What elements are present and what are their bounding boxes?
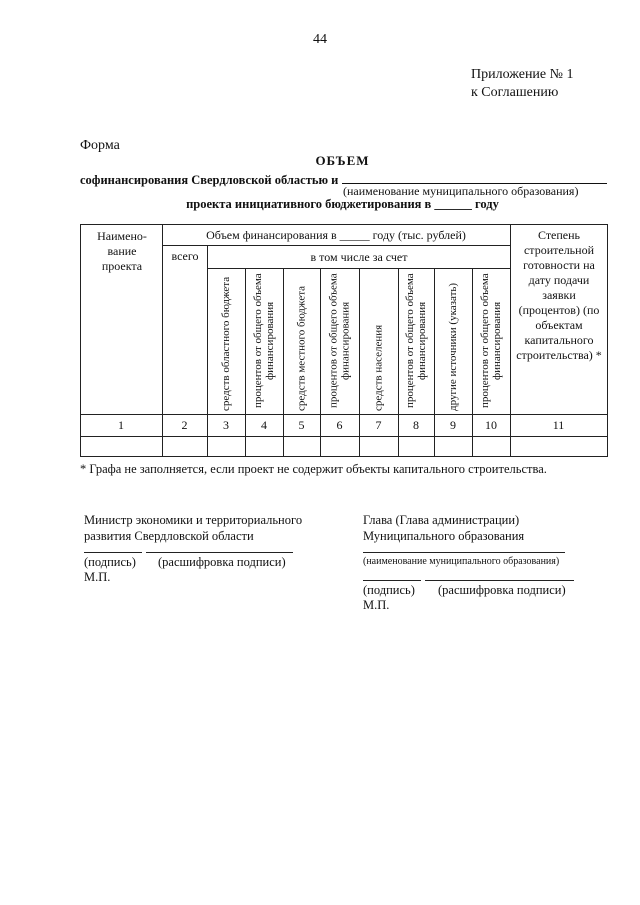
right-transcript-line <box>425 580 574 581</box>
right-transcript-label: (расшифровка подписи) <box>438 583 566 597</box>
header-local-budget: средств местного бюджета <box>295 285 308 411</box>
column-number: 10 <box>485 418 497 432</box>
header-local-percent: процентов от общего объема финансирования <box>327 273 352 409</box>
header-other-percent: процентов от общего объема финансирования <box>479 273 503 409</box>
column-number: 11 <box>552 418 565 432</box>
header-project-name: Наимено-вание проекта <box>97 229 147 273</box>
form-label: Форма <box>80 138 120 153</box>
subtitle-line-2: проекта инициативного бюджетирования в ______ году <box>186 197 499 211</box>
right-title-line-1: Глава (Глава администрации) <box>363 513 520 527</box>
subtitle-text: софинансирования Свердловской областью и <box>80 173 339 187</box>
table-line-header-bottom <box>80 414 608 415</box>
header-regional-budget: средств областного бюджета <box>220 276 232 411</box>
appendix-reference <box>471 66 574 102</box>
left-transcript-label: (расшифровка подписи) <box>158 555 286 569</box>
column-number: 1 <box>118 418 124 432</box>
column-number: 9 <box>450 418 456 432</box>
left-signature-label: (подпись) <box>84 555 136 569</box>
municipality-blank <box>342 171 607 184</box>
appendix-line-1: Приложение № 1 <box>471 67 574 82</box>
header-total: всего <box>171 249 199 263</box>
right-signature-line <box>363 580 421 581</box>
financing-table <box>80 224 608 457</box>
column-number: 4 <box>261 418 267 432</box>
header-including: в том числе за счет <box>310 250 408 264</box>
table-border-right <box>607 224 608 457</box>
column-number: 5 <box>298 418 305 432</box>
column-number: 7 <box>375 418 382 432</box>
footnote: * Графа не заполняется, если проект не содержит объекты капитального строительства. <box>80 462 547 476</box>
column-number: 3 <box>223 418 229 432</box>
right-municipality-line <box>363 552 565 553</box>
right-municipality-hint: (наименование муниципального образования) <box>363 556 560 567</box>
left-transcript-line <box>146 552 293 553</box>
appendix-line-2: к Соглашению <box>471 85 559 100</box>
left-seal: М.П. <box>84 570 111 584</box>
header-readiness: Степень строительной готовности на дату подачи заявки (процентов) (по объектам капитального строительства) * <box>516 228 602 362</box>
right-signature-label: (подпись) <box>363 583 415 597</box>
right-signatory-title <box>363 512 524 544</box>
right-seal: М.П. <box>363 598 390 612</box>
subtitle-hint: (наименование муниципального образования) <box>343 184 579 198</box>
document-title: ОБЪЕМ <box>315 153 370 168</box>
header-population-funds: средств населения <box>372 324 385 411</box>
column-number: 8 <box>413 418 419 432</box>
table-border-bottom <box>80 456 608 457</box>
header-other-sources: другие источники (указать) <box>447 282 459 411</box>
header-population-percent: процентов от общего объема финансирования <box>404 273 428 409</box>
table-line-numbers <box>80 436 608 437</box>
left-signatory-title <box>84 512 302 544</box>
column-number: 2 <box>181 418 188 432</box>
table-border-top <box>80 224 608 225</box>
right-title-line-2: Муниципального образования <box>363 529 525 543</box>
left-signature-line <box>84 552 142 553</box>
header-funding-volume: Объем финансирования в _____ году (тыс. рублей) <box>206 228 466 242</box>
table-line-funding <box>162 245 510 246</box>
header-regional-percent: процентов от общего объема финансирования <box>252 273 276 409</box>
page-number: 44 <box>313 32 327 47</box>
column-number: 6 <box>336 418 343 432</box>
left-title-line-2: развития Свердловской области <box>84 529 254 543</box>
left-title-line-1: Министр экономики и территориального <box>84 513 303 527</box>
